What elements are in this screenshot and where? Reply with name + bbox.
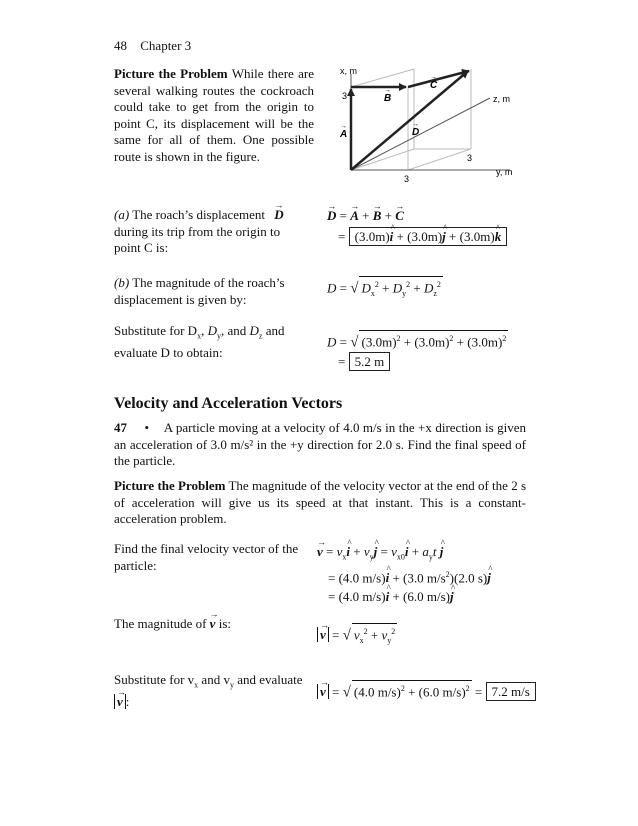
problem-number: 47	[114, 420, 127, 435]
svg-text:→: →	[340, 123, 347, 130]
picture-the-problem-46	[114, 66, 314, 165]
equation-v-magnitude: → v = √ $v_x^2 + v_y^2$	[317, 623, 397, 649]
svg-text:→: →	[430, 74, 437, 81]
answer-box-speed: 7.2 m/s	[486, 682, 536, 701]
problem-statement: A particle moving at a velocity of 4.0 m/s in the +x direction is given an acceleration of 3.0 m/s² in the +y direction for 2.0 s. Find the final speed of the particle.	[114, 420, 527, 468]
x-axis-label: x, m	[340, 66, 357, 76]
step2-text: The magnitude of → v is:	[114, 616, 304, 633]
vector-a-label: A	[340, 129, 348, 140]
vector-b-label: B	[384, 93, 392, 104]
ptp-text: While there are several walking routes the cockroach could take to get from the origin to point C, its displacement will be the same for all of them. One possible route is shown in the figure.	[114, 66, 315, 164]
equation-d-sum: → D = → A + → B + → C	[327, 208, 404, 224]
vector-c-label: C	[430, 80, 438, 91]
equation-v-answer: → v = √ (4.0 m/s)$^2$ + (6.0 m/s)$^2$ = 7.2 m/s	[317, 680, 536, 700]
displacement-figure	[328, 62, 530, 190]
section-title: Velocity and Acceleration Vectors	[114, 395, 343, 412]
part-b-text: (b) The magnitude of the roach’s displacement is given by:	[114, 275, 285, 307]
equation-d-components: = (3.0m)^ i + (3.0m)^ j + (3.0m)^ k	[338, 229, 507, 245]
problem-bullet: •	[144, 420, 150, 435]
answer-box-d: 5.2 m	[349, 352, 391, 371]
equation-v-result: = (4.0 m/s)^ i + (6.0 m/s)^ j	[328, 589, 454, 605]
step3-text: Substitute for $v_x$ and $v_y$ and evaluate → v :	[114, 672, 304, 711]
problem-47	[114, 420, 526, 470]
tick-x-3: 3	[342, 91, 348, 101]
equation-v-subst: = (4.0 m/s)^ i + (3.0 $m/s^2)(2.0$ s)^ j	[328, 567, 491, 586]
ptp-text-47: The magnitude of the velocity vector at the end of the 2 s of acceleration will give us its speed at that instant. This is a constant-acceleration problem.	[114, 478, 527, 526]
page-number: 48	[114, 38, 127, 53]
svg-text:→: →	[384, 87, 391, 94]
ptp-label-47: Picture the Problem	[114, 478, 226, 493]
picture-the-problem-47	[114, 478, 526, 528]
answer-box-d-vector: (3.0m)^ i + (3.0m)^ j + (3.0m)^ k	[349, 227, 508, 246]
equation-d-numeric: D = √ $(3.0m)^2 + (3.0m)^2 + (3.0m)^2$	[327, 330, 508, 350]
substitute-text-46: Substitute for $D_x$, $D_y$, and $D_z$ and evaluate D to obtain:	[114, 323, 285, 361]
equation-magnitude-d: D = √ $D_x^2 + D_y^2 + D_z^2$	[327, 276, 443, 302]
equation-v-components: → $v = v_x\^{}$ $i + v_y\^{}$ $j = v_{x0}\^{}$ $i + a_yt$ ^ j	[317, 544, 443, 566]
part-a-text: (a) The roach’s displacement → D during its trip from the origin to point C is:	[114, 207, 304, 257]
tick-z-3: 3	[467, 153, 473, 163]
equation-d-answer: = 5.2 m	[338, 354, 390, 370]
page-header	[114, 38, 191, 55]
step1-text: Find the final velocity vector of the particle:	[114, 541, 299, 573]
ptp-label: Picture the Problem	[114, 66, 228, 81]
y-axis-label: y, m	[496, 167, 513, 177]
tick-y-3: 3	[404, 174, 410, 184]
vector-d-label: D	[412, 127, 420, 138]
chapter-label: Chapter 3	[140, 38, 192, 53]
svg-text:→: →	[412, 121, 419, 128]
z-axis-label: z, m	[493, 94, 510, 104]
